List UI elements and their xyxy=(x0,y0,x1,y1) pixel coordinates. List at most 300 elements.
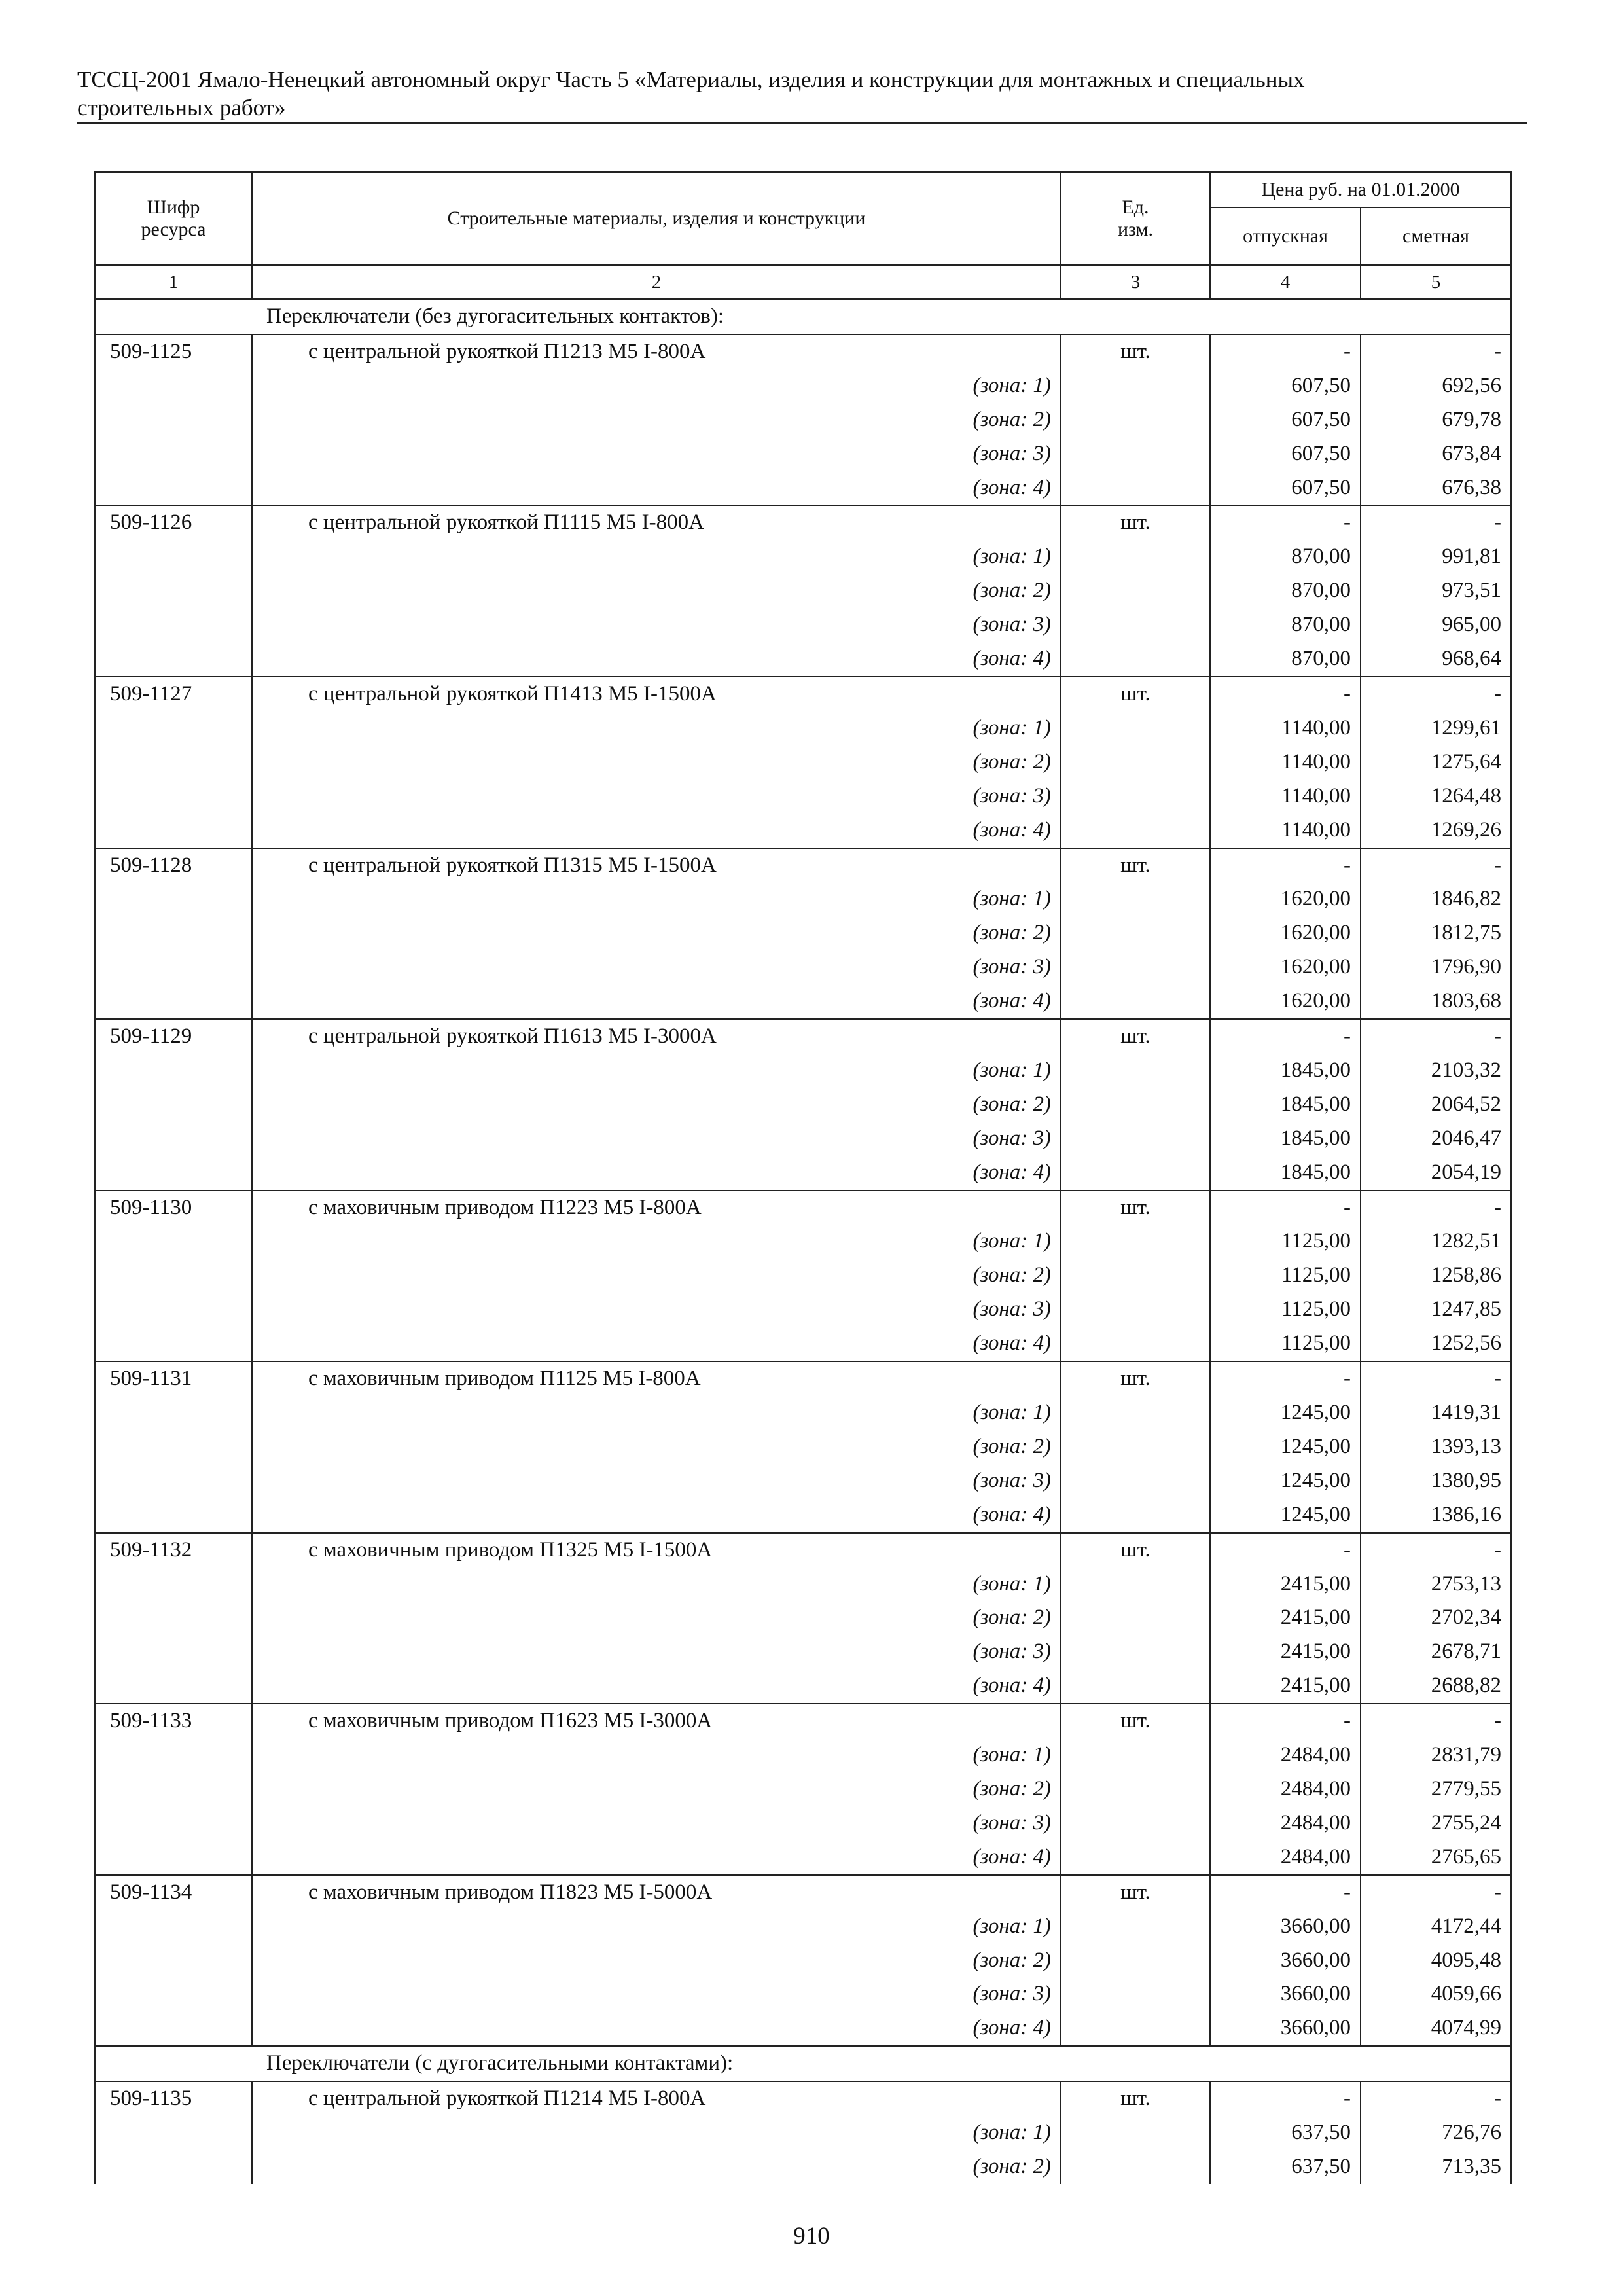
unit-cell xyxy=(1061,1601,1210,1635)
release-price: - xyxy=(1210,334,1361,369)
col-header-price: Цена руб. на 01.01.2000 xyxy=(1210,172,1511,207)
estimate-price: 1275,64 xyxy=(1361,745,1511,780)
zone-row xyxy=(95,1293,1511,1327)
estimate-price: 1282,51 xyxy=(1361,1225,1511,1259)
resource-code xyxy=(95,471,252,506)
resource-code: 509-1125 xyxy=(95,334,252,369)
unit-cell xyxy=(1061,1464,1210,1498)
resource-code xyxy=(95,1601,252,1635)
zone-row xyxy=(95,1635,1511,1669)
estimate-price: 973,51 xyxy=(1361,574,1511,608)
header-line-2: строительных работ» xyxy=(77,95,286,120)
unit-cell xyxy=(1061,2116,1210,2150)
estimate-price: - xyxy=(1361,1019,1511,1054)
resource-code xyxy=(95,882,252,916)
zone-label: (зона: 2) xyxy=(252,1601,1061,1635)
resource-code xyxy=(95,1840,252,1875)
release-price: - xyxy=(1210,1361,1361,1396)
release-price: 1845,00 xyxy=(1210,1156,1361,1191)
zone-row xyxy=(95,984,1511,1019)
resource-code xyxy=(95,1396,252,1430)
release-price: 1245,00 xyxy=(1210,1464,1361,1498)
estimate-price: 2054,19 xyxy=(1361,1156,1511,1191)
unit-cell xyxy=(1061,814,1210,848)
unit-cell: шт. xyxy=(1061,1704,1210,1738)
release-price: 1125,00 xyxy=(1210,1259,1361,1293)
resource-code: 509-1131 xyxy=(95,1361,252,1396)
unit-cell: шт. xyxy=(1061,1019,1210,1054)
material-name: с центральной рукояткой П1214 М5 I-800А xyxy=(252,2081,1061,2116)
zone-label: (зона: 1) xyxy=(252,882,1061,916)
resource-code xyxy=(95,814,252,848)
zone-label: (зона: 4) xyxy=(252,2011,1061,2046)
release-price: - xyxy=(1210,2081,1361,2116)
estimate-price: - xyxy=(1361,1191,1511,1225)
zone-row xyxy=(95,369,1511,403)
release-price: 2415,00 xyxy=(1210,1669,1361,1704)
group-heading: Переключатели (с дугогасительными контактами): xyxy=(252,2046,1511,2081)
zone-row xyxy=(95,1568,1511,1602)
release-price: 870,00 xyxy=(1210,540,1361,574)
estimate-price: 1247,85 xyxy=(1361,1293,1511,1327)
release-price: 2415,00 xyxy=(1210,1601,1361,1635)
zone-row xyxy=(95,711,1511,745)
estimate-price: - xyxy=(1361,2081,1511,2116)
estimate-price: - xyxy=(1361,1361,1511,1396)
material-name: с маховичным приводом П1325 М5 I-1500А xyxy=(252,1533,1061,1568)
release-price: 1845,00 xyxy=(1210,1054,1361,1088)
release-price: 2484,00 xyxy=(1210,1772,1361,1806)
resource-code xyxy=(95,711,252,745)
estimate-price: 2103,32 xyxy=(1361,1054,1511,1088)
zone-label: (зона: 2) xyxy=(252,574,1061,608)
group-heading: Переключатели (без дугогасительных контактов): xyxy=(252,299,1511,334)
zone-label: (зона: 3) xyxy=(252,1635,1061,1669)
estimate-price: 2779,55 xyxy=(1361,1772,1511,1806)
release-price: 607,50 xyxy=(1210,437,1361,471)
zone-label: (зона: 1) xyxy=(252,1225,1061,1259)
zone-row xyxy=(95,1840,1511,1875)
item-row xyxy=(95,505,1511,540)
resource-code xyxy=(95,2011,252,2046)
unit-cell xyxy=(1061,403,1210,437)
zone-row xyxy=(95,642,1511,677)
zone-label: (зона: 1) xyxy=(252,2116,1061,2150)
unit-cell xyxy=(1061,1088,1210,1122)
estimate-price: 726,76 xyxy=(1361,2116,1511,2150)
zone-label: (зона: 4) xyxy=(252,1156,1061,1191)
unit-cell xyxy=(1061,1944,1210,1978)
col-header-unit: Ед. изм. xyxy=(1061,172,1210,265)
col-number-3: 3 xyxy=(1061,265,1210,299)
unit-cell xyxy=(1061,1122,1210,1156)
release-price: 1245,00 xyxy=(1210,1396,1361,1430)
estimate-price: 1419,31 xyxy=(1361,1396,1511,1430)
item-row xyxy=(95,1191,1511,1225)
zone-row xyxy=(95,540,1511,574)
header-line-1: ТССЦ-2001 Ямало-Ненецкий автономный округ Часть 5 «Материалы, изделия и конструкции для монтажных и специальных xyxy=(77,67,1305,92)
group-code-cell xyxy=(95,2046,252,2081)
item-row xyxy=(95,1533,1511,1568)
estimate-price: 1380,95 xyxy=(1361,1464,1511,1498)
release-price: 1245,00 xyxy=(1210,1430,1361,1464)
unit-cell: шт. xyxy=(1061,505,1210,540)
resource-code xyxy=(95,2116,252,2150)
resource-code xyxy=(95,2150,252,2184)
unit-cell xyxy=(1061,608,1210,642)
zone-label: (зона: 1) xyxy=(252,1396,1061,1430)
unit-cell xyxy=(1061,1568,1210,1602)
zone-label: (зона: 3) xyxy=(252,1977,1061,2011)
resource-code xyxy=(95,984,252,1019)
estimate-price: 1269,26 xyxy=(1361,814,1511,848)
zone-label: (зона: 3) xyxy=(252,608,1061,642)
estimate-price: 673,84 xyxy=(1361,437,1511,471)
zone-row xyxy=(95,2116,1511,2150)
estimate-price: 4095,48 xyxy=(1361,1944,1511,1978)
release-price: 2484,00 xyxy=(1210,1738,1361,1772)
resource-code xyxy=(95,1944,252,1978)
estimate-price: 4172,44 xyxy=(1361,1910,1511,1944)
zone-label: (зона: 3) xyxy=(252,780,1061,814)
zone-row xyxy=(95,1327,1511,1361)
resource-code xyxy=(95,1635,252,1669)
zone-label: (зона: 1) xyxy=(252,369,1061,403)
release-price: 607,50 xyxy=(1210,471,1361,506)
resource-code: 509-1134 xyxy=(95,1875,252,1910)
item-row xyxy=(95,1704,1511,1738)
zone-label: (зона: 3) xyxy=(252,437,1061,471)
unit-cell: шт. xyxy=(1061,2081,1210,2116)
estimate-price: - xyxy=(1361,677,1511,711)
estimate-price: 1796,90 xyxy=(1361,950,1511,984)
col-number-1: 1 xyxy=(95,265,252,299)
resource-code xyxy=(95,1738,252,1772)
release-price: 1125,00 xyxy=(1210,1327,1361,1361)
zone-row xyxy=(95,1464,1511,1498)
zone-label: (зона: 4) xyxy=(252,1327,1061,1361)
zone-label: (зона: 3) xyxy=(252,1806,1061,1840)
resource-code xyxy=(95,1088,252,1122)
resource-code xyxy=(95,950,252,984)
release-price: 637,50 xyxy=(1210,2150,1361,2184)
unit-cell xyxy=(1061,711,1210,745)
resource-code xyxy=(95,437,252,471)
zone-row xyxy=(95,1772,1511,1806)
release-price: 1845,00 xyxy=(1210,1088,1361,1122)
zone-row xyxy=(95,608,1511,642)
zone-label: (зона: 1) xyxy=(252,1910,1061,1944)
resource-code: 509-1133 xyxy=(95,1704,252,1738)
estimate-price: 1252,56 xyxy=(1361,1327,1511,1361)
material-name: с центральной рукояткой П1213 М5 I-800А xyxy=(252,334,1061,369)
estimate-price: 1393,13 xyxy=(1361,1430,1511,1464)
unit-cell xyxy=(1061,1156,1210,1191)
estimate-price: 1812,75 xyxy=(1361,916,1511,950)
resource-code xyxy=(95,1977,252,2011)
col-number-2: 2 xyxy=(252,265,1061,299)
zone-row xyxy=(95,2011,1511,2046)
zone-label: (зона: 1) xyxy=(252,711,1061,745)
zone-label: (зона: 1) xyxy=(252,540,1061,574)
estimate-price: 1386,16 xyxy=(1361,1498,1511,1533)
estimate-price: 1299,61 xyxy=(1361,711,1511,745)
resource-code xyxy=(95,780,252,814)
zone-row xyxy=(95,1669,1511,1704)
resource-code xyxy=(95,1806,252,1840)
unit-cell xyxy=(1061,780,1210,814)
unit-cell xyxy=(1061,1840,1210,1875)
unit-cell: шт. xyxy=(1061,1533,1210,1568)
zone-row xyxy=(95,1601,1511,1635)
release-price: 637,50 xyxy=(1210,2116,1361,2150)
release-price: 2484,00 xyxy=(1210,1840,1361,1875)
unit-cell xyxy=(1061,1225,1210,1259)
unit-cell xyxy=(1061,984,1210,1019)
material-name: с центральной рукояткой П1115 М5 I-800А xyxy=(252,505,1061,540)
zone-row xyxy=(95,1396,1511,1430)
item-row xyxy=(95,1019,1511,1054)
header-rule xyxy=(77,122,1527,124)
release-price: 1140,00 xyxy=(1210,745,1361,780)
unit-cell: шт. xyxy=(1061,1875,1210,1910)
unit-cell xyxy=(1061,642,1210,677)
zone-label: (зона: 3) xyxy=(252,950,1061,984)
table-head xyxy=(95,172,1511,299)
zone-row xyxy=(95,814,1511,848)
release-price: - xyxy=(1210,505,1361,540)
resource-code xyxy=(95,1669,252,1704)
material-name: с центральной рукояткой П1613 М5 I-3000А xyxy=(252,1019,1061,1054)
release-price: 1125,00 xyxy=(1210,1225,1361,1259)
group-heading-row xyxy=(95,2046,1511,2081)
release-price: - xyxy=(1210,1191,1361,1225)
unit-cell xyxy=(1061,1806,1210,1840)
release-price: - xyxy=(1210,1875,1361,1910)
unit-cell xyxy=(1061,1327,1210,1361)
release-price: 2415,00 xyxy=(1210,1568,1361,1602)
zone-label: (зона: 2) xyxy=(252,1259,1061,1293)
unit-cell: шт. xyxy=(1061,1361,1210,1396)
release-price: 2484,00 xyxy=(1210,1806,1361,1840)
resource-code xyxy=(95,1054,252,1088)
release-price: 3660,00 xyxy=(1210,1944,1361,1978)
zone-row xyxy=(95,1430,1511,1464)
unit-cell xyxy=(1061,1635,1210,1669)
zone-row xyxy=(95,1088,1511,1122)
zone-row xyxy=(95,1054,1511,1088)
zone-row xyxy=(95,1738,1511,1772)
estimate-price: 2753,13 xyxy=(1361,1568,1511,1602)
estimate-price: 1803,68 xyxy=(1361,984,1511,1019)
zone-row xyxy=(95,950,1511,984)
estimate-price: 692,56 xyxy=(1361,369,1511,403)
unit-cell xyxy=(1061,745,1210,780)
release-price: 2415,00 xyxy=(1210,1635,1361,1669)
estimate-price: 4074,99 xyxy=(1361,2011,1511,2046)
col-header-name: Строительные материалы, изделия и конструкции xyxy=(252,172,1061,265)
col-number-5: 5 xyxy=(1361,265,1511,299)
material-name: с центральной рукояткой П1315 М5 I-1500А xyxy=(252,848,1061,883)
resource-code: 509-1127 xyxy=(95,677,252,711)
estimate-price: 4059,66 xyxy=(1361,1977,1511,2011)
resource-code xyxy=(95,642,252,677)
unit-cell xyxy=(1061,1738,1210,1772)
zone-row xyxy=(95,1259,1511,1293)
unit-cell: шт. xyxy=(1061,677,1210,711)
release-price: - xyxy=(1210,848,1361,883)
unit-cell xyxy=(1061,540,1210,574)
material-name: с маховичным приводом П1823 М5 I-5000А xyxy=(252,1875,1061,1910)
estimate-price: 676,38 xyxy=(1361,471,1511,506)
zone-label: (зона: 2) xyxy=(252,1430,1061,1464)
unit-cell xyxy=(1061,1772,1210,1806)
unit-cell xyxy=(1061,1396,1210,1430)
unit-cell xyxy=(1061,1430,1210,1464)
table-body xyxy=(95,299,1511,2184)
release-price: 870,00 xyxy=(1210,608,1361,642)
zone-label: (зона: 2) xyxy=(252,916,1061,950)
zone-row xyxy=(95,1498,1511,1533)
estimate-price: 2831,79 xyxy=(1361,1738,1511,1772)
release-price: 3660,00 xyxy=(1210,1977,1361,2011)
zone-label: (зона: 2) xyxy=(252,1944,1061,1978)
estimate-price: - xyxy=(1361,1533,1511,1568)
release-price: 1620,00 xyxy=(1210,882,1361,916)
estimate-price: - xyxy=(1361,1875,1511,1910)
zone-row xyxy=(95,574,1511,608)
unit-cell xyxy=(1061,1054,1210,1088)
unit-cell xyxy=(1061,2150,1210,2184)
item-row xyxy=(95,848,1511,883)
resource-code xyxy=(95,1910,252,1944)
estimate-price: 2755,24 xyxy=(1361,1806,1511,1840)
estimate-price: 713,35 xyxy=(1361,2150,1511,2184)
release-price: 1140,00 xyxy=(1210,711,1361,745)
unit-cell xyxy=(1061,369,1210,403)
zone-label: (зона: 3) xyxy=(252,1122,1061,1156)
zone-row xyxy=(95,437,1511,471)
estimate-price: 2765,65 xyxy=(1361,1840,1511,1875)
release-price: 870,00 xyxy=(1210,642,1361,677)
col-header-release: отпускная xyxy=(1210,207,1361,265)
release-price: - xyxy=(1210,1704,1361,1738)
resource-code xyxy=(95,1464,252,1498)
resource-code: 509-1135 xyxy=(95,2081,252,2116)
zone-row xyxy=(95,1156,1511,1191)
estimate-price: 2688,82 xyxy=(1361,1669,1511,1704)
release-price: 3660,00 xyxy=(1210,2011,1361,2046)
release-price: - xyxy=(1210,1019,1361,1054)
release-price: 1620,00 xyxy=(1210,916,1361,950)
material-name: с маховичным приводом П1125 М5 I-800А xyxy=(252,1361,1061,1396)
estimate-price: 679,78 xyxy=(1361,403,1511,437)
zone-row xyxy=(95,1944,1511,1978)
zone-label: (зона: 4) xyxy=(252,1840,1061,1875)
release-price: 870,00 xyxy=(1210,574,1361,608)
zone-row xyxy=(95,916,1511,950)
item-row xyxy=(95,1875,1511,1910)
release-price: 3660,00 xyxy=(1210,1910,1361,1944)
zone-label: (зона: 4) xyxy=(252,471,1061,506)
release-price: 1125,00 xyxy=(1210,1293,1361,1327)
resource-code xyxy=(95,1156,252,1191)
item-row xyxy=(95,2081,1511,2116)
material-name: с маховичным приводом П1623 М5 I-3000А xyxy=(252,1704,1061,1738)
resource-code xyxy=(95,1293,252,1327)
unit-cell xyxy=(1061,1669,1210,1704)
resource-code xyxy=(95,608,252,642)
estimate-price: 2678,71 xyxy=(1361,1635,1511,1669)
item-row xyxy=(95,334,1511,369)
release-price: - xyxy=(1210,677,1361,711)
page-number: 910 xyxy=(793,2223,830,2250)
estimate-price: - xyxy=(1361,505,1511,540)
release-price: 1140,00 xyxy=(1210,780,1361,814)
estimate-price: - xyxy=(1361,334,1511,369)
zone-row xyxy=(95,1806,1511,1840)
estimate-price: - xyxy=(1361,848,1511,883)
zone-row xyxy=(95,780,1511,814)
release-price: 1140,00 xyxy=(1210,814,1361,848)
estimate-price: 1264,48 xyxy=(1361,780,1511,814)
material-name: с центральной рукояткой П1413 М5 I-1500А xyxy=(252,677,1061,711)
item-row xyxy=(95,677,1511,711)
zone-row xyxy=(95,1977,1511,2011)
release-price: 1620,00 xyxy=(1210,984,1361,1019)
unit-cell xyxy=(1061,574,1210,608)
release-price: 607,50 xyxy=(1210,403,1361,437)
estimate-price: 991,81 xyxy=(1361,540,1511,574)
zone-row xyxy=(95,2150,1511,2184)
resource-code xyxy=(95,1259,252,1293)
resource-code xyxy=(95,574,252,608)
resource-code xyxy=(95,403,252,437)
unit-cell: шт. xyxy=(1061,334,1210,369)
resource-code: 509-1129 xyxy=(95,1019,252,1054)
release-price: 1245,00 xyxy=(1210,1498,1361,1533)
zone-row xyxy=(95,1910,1511,1944)
unit-cell: шт. xyxy=(1061,848,1210,883)
zone-label: (зона: 2) xyxy=(252,745,1061,780)
resource-code xyxy=(95,916,252,950)
group-heading-row xyxy=(95,299,1511,334)
col-header-estimate: сметная xyxy=(1361,207,1511,265)
unit-cell xyxy=(1061,471,1210,506)
release-price: 1620,00 xyxy=(1210,950,1361,984)
estimate-price: 2064,52 xyxy=(1361,1088,1511,1122)
unit-cell xyxy=(1061,2011,1210,2046)
zone-row xyxy=(95,471,1511,506)
zone-label: (зона: 1) xyxy=(252,1568,1061,1602)
estimate-price: 1846,82 xyxy=(1361,882,1511,916)
estimate-price: - xyxy=(1361,1704,1511,1738)
material-name: с маховичным приводом П1223 М5 I-800А xyxy=(252,1191,1061,1225)
zone-row xyxy=(95,403,1511,437)
resource-code: 509-1126 xyxy=(95,505,252,540)
resource-code xyxy=(95,1327,252,1361)
unit-cell xyxy=(1061,1293,1210,1327)
release-price: 607,50 xyxy=(1210,369,1361,403)
zone-label: (зона: 2) xyxy=(252,2150,1061,2184)
zone-label: (зона: 2) xyxy=(252,1772,1061,1806)
unit-cell xyxy=(1061,882,1210,916)
resource-code xyxy=(95,1122,252,1156)
resource-code xyxy=(95,540,252,574)
resource-code: 509-1130 xyxy=(95,1191,252,1225)
zone-row xyxy=(95,745,1511,780)
unit-cell xyxy=(1061,437,1210,471)
